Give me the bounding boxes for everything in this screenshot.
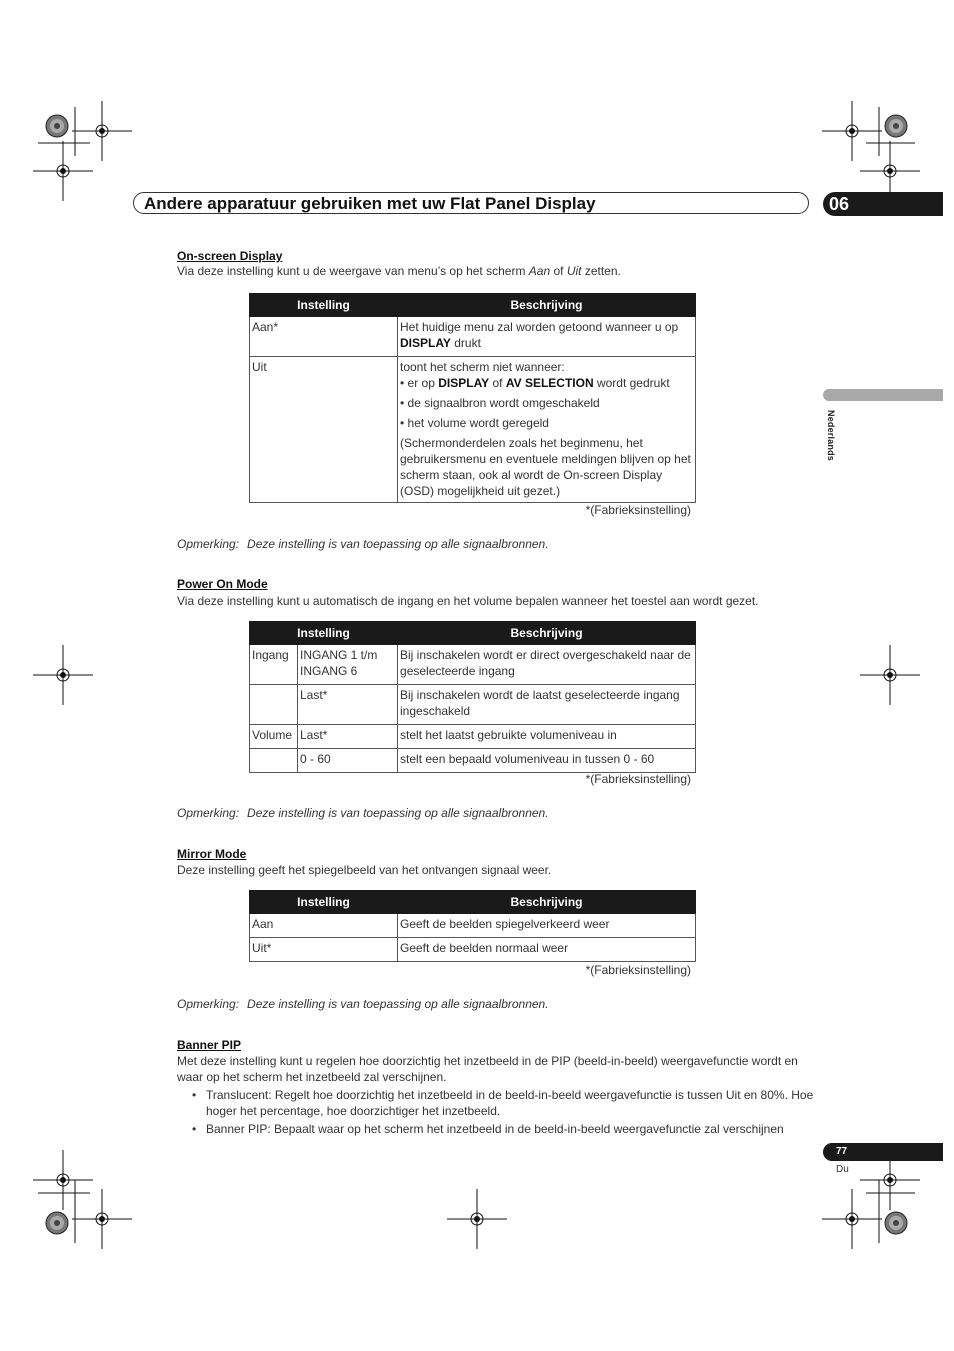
setting-cell: INGANG 1 t/m INGANG 6	[298, 645, 398, 685]
column-header: Instelling	[250, 891, 398, 914]
osd-heading: On-screen Display	[177, 249, 283, 263]
description-cell: Bij inschakelen wordt er direct overgeschakeld naar de geselecteerde ingang	[398, 645, 696, 685]
list-item: • de signaalbron wordt omgeschakeld	[400, 395, 693, 411]
description-cell: stelt het laatst gebruikte volumeniveau in	[398, 725, 696, 749]
table-row	[250, 685, 696, 725]
setting-cell: 0 - 60	[298, 749, 398, 773]
setting-cell: Last*	[298, 685, 398, 725]
banner-pip-intro: Met deze instelling kunt u regelen hoe doorzichtig het inzetbeeld in de PIP (beeld-in-beeld) weergavefunctie wordt en waar op het scherm het inzetbeeld zal verschijnen.	[177, 1054, 798, 1084]
setting-cell: Aan*	[250, 317, 398, 357]
power-on-intro: Via deze instelling kunt u automatisch de ingang en het volume bepalen wanneer het toestel aan wordt gezet.	[177, 594, 759, 608]
chapter-number: 06	[829, 194, 850, 214]
table-row	[250, 317, 696, 357]
page-number: 77	[836, 1146, 848, 1157]
group-cell: Ingang	[250, 645, 298, 685]
page-language-code: Du	[836, 1164, 849, 1175]
description-cell: Geeft de beelden normaal weer	[398, 938, 696, 962]
banner-pip-list	[177, 1087, 817, 1139]
remark: Opmerking: Deze instelling is van toepassing op alle signaalbronnen.	[177, 997, 549, 1011]
table-row	[250, 645, 696, 685]
mirror-mode-intro: Deze instelling geeft het spiegelbeeld van het ontvangen signaal weer.	[177, 863, 552, 877]
power-on-heading: Power On Mode	[177, 577, 268, 591]
mirror-mode-heading: Mirror Mode	[177, 847, 247, 861]
remark: Opmerking: Deze instelling is van toepassing op alle signaalbronnen.	[177, 537, 549, 551]
table-row	[250, 914, 696, 938]
power-on-table	[249, 621, 696, 773]
page-number-tab	[823, 1143, 943, 1161]
setting-cell: Uit	[250, 357, 398, 503]
chapter-title-bar	[133, 192, 809, 214]
list-item: • er op DISPLAY of AV SELECTION wordt gedrukt	[400, 375, 693, 391]
table-row	[250, 938, 696, 962]
description-cell: toont het scherm niet wanneer: • er op DISPLAY of AV SELECTION wordt gedrukt • de signaalbron wordt omgeschakeld • het volume wordt geregeld (Schermonderdelen zoals het beginmenu, het gebruikersmenu en eventuele meldingen blijven op het scherm staan, ook al wordt de On-screen Display (OSD) mogelijkheid uit gezet.)	[398, 357, 696, 503]
table-row	[250, 725, 696, 749]
table-header-row	[250, 294, 696, 317]
column-header: Instelling	[250, 294, 398, 317]
group-cell	[250, 685, 298, 725]
description-cell: stelt een bepaald volumeniveau in tussen 0 - 60	[398, 749, 696, 773]
group-cell: Volume	[250, 725, 298, 749]
description-cell: Het huidige menu zal worden getoond wanneer u op DISPLAY drukt	[398, 317, 696, 357]
osd-table	[249, 293, 696, 503]
banner-pip-heading: Banner PIP	[177, 1038, 242, 1052]
chapter-title: Andere apparatuur gebruiken met uw Flat Panel Display	[144, 194, 596, 213]
description-cell: Geeft de beelden spiegelverkeerd weer	[398, 914, 696, 938]
remark: Opmerking: Deze instelling is van toepassing op alle signaalbronnen.	[177, 806, 549, 820]
chapter-tab	[823, 192, 943, 216]
list-item: • het volume wordt geregeld	[400, 415, 693, 431]
list-item: • Translucent: Regelt hoe doorzichtig het inzetbeeld in de beeld-in-beeld weergavefunctie is tussen Uit en 80%. Hoe hoger het percentage, hoe doorzichtiger het inzetbeeld.	[177, 1087, 817, 1119]
column-header: Instelling	[250, 622, 398, 645]
list-item: • Banner PIP: Bepaalt waar op het scherm het inzetbeeld in de beeld-in-beeld weergavefunctie zal verschijnen	[177, 1121, 817, 1137]
factory-setting-note: *(Fabrieksinstelling)	[585, 772, 691, 786]
table-row	[250, 749, 696, 773]
table-header-row	[250, 891, 696, 914]
setting-cell: Last*	[298, 725, 398, 749]
language-label: Nederlands	[826, 410, 836, 462]
group-cell	[250, 749, 298, 773]
osd-intro: Via deze instelling kunt u de weergave van menu’s op het scherm Aan of Uit zetten.	[177, 264, 621, 278]
factory-setting-note: *(Fabrieksinstelling)	[585, 503, 691, 517]
table-header-row	[250, 622, 696, 645]
table-row	[250, 357, 696, 503]
factory-setting-note: *(Fabrieksinstelling)	[585, 963, 691, 977]
column-header: Beschrijving	[398, 294, 696, 317]
setting-cell: Uit*	[250, 938, 398, 962]
setting-cell: Aan	[250, 914, 398, 938]
language-tab	[823, 389, 943, 401]
mirror-mode-table	[249, 890, 696, 962]
description-cell: Bij inschakelen wordt de laatst geselecteerde ingang ingeschakeld	[398, 685, 696, 725]
column-header: Beschrijving	[398, 622, 696, 645]
column-header: Beschrijving	[398, 891, 696, 914]
